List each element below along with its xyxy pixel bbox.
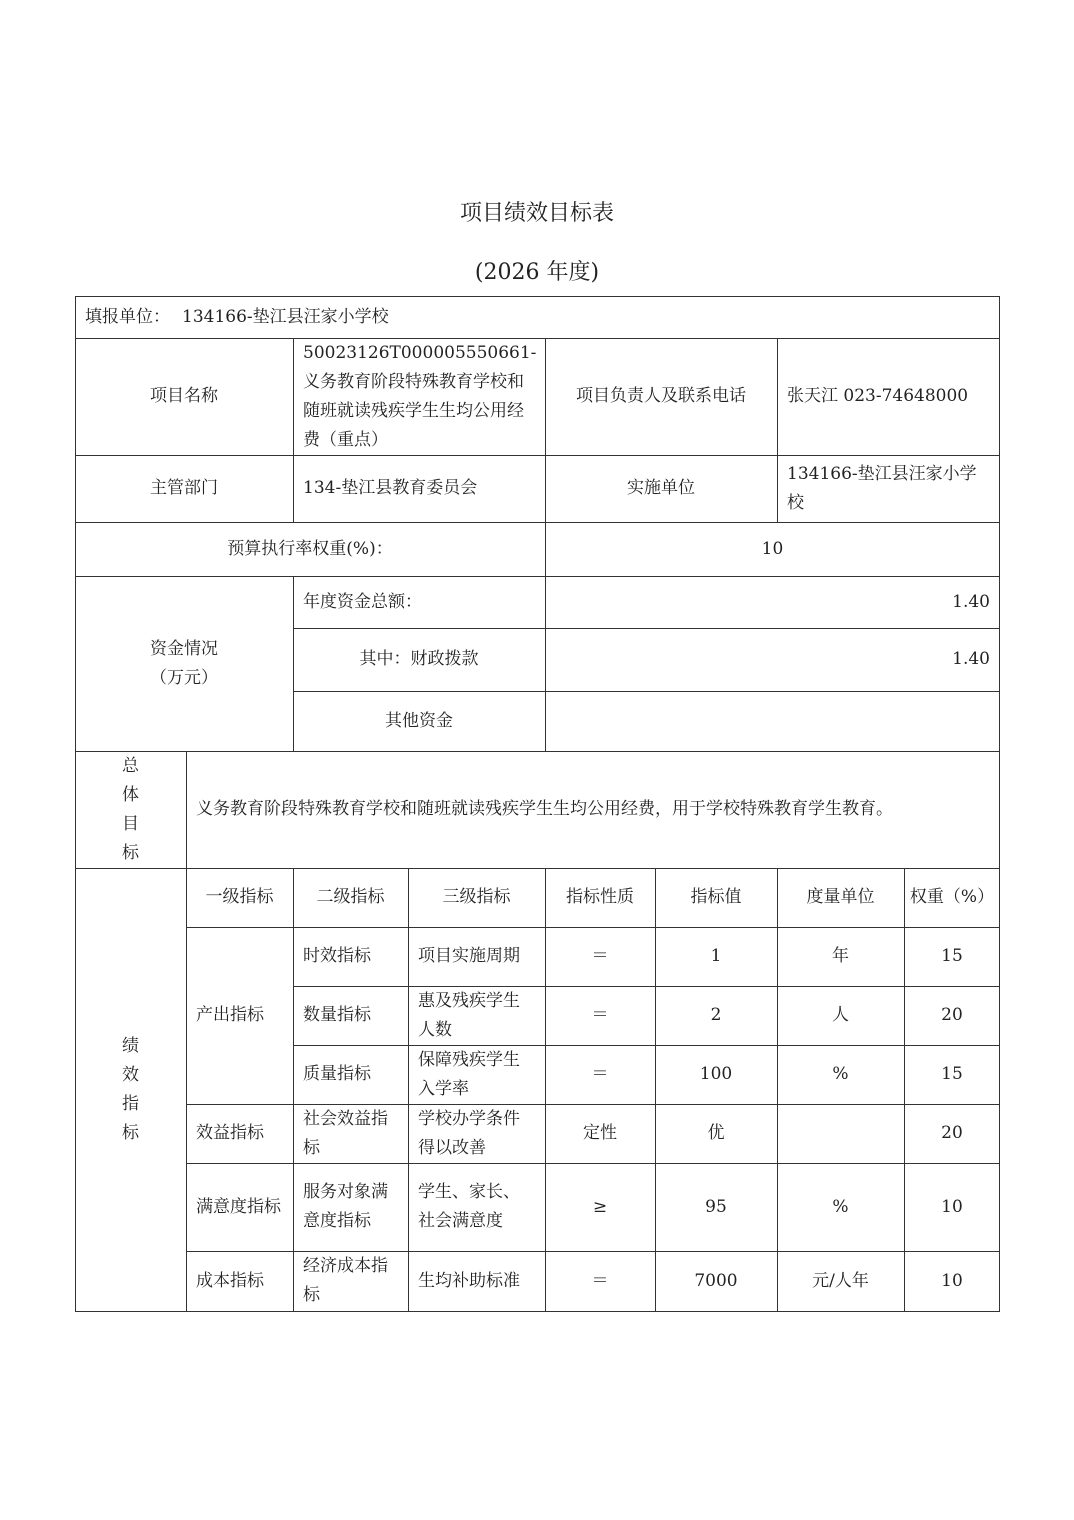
header-weight: 权重（%）	[909, 887, 995, 907]
funds-other-value	[545, 691, 1000, 751]
indicator-nature: 定性	[583, 1123, 617, 1143]
reporting-unit-value: 134166-垫江县汪家小学校	[182, 306, 389, 327]
level1-output: 产出指标	[196, 1005, 264, 1025]
indicator-level2: 数量指标	[303, 1005, 371, 1025]
level1-benefit: 效益指标	[196, 1123, 264, 1143]
budget-weight-label: 预算执行率权重(%)：	[227, 538, 393, 559]
overall-goal-label	[75, 751, 186, 868]
goal-char: 体	[122, 784, 139, 805]
indicator-value: 2	[710, 1005, 722, 1025]
reporting-unit-label: 填报单位：	[85, 306, 170, 327]
funds-other-label: 其他资金	[385, 710, 453, 731]
funds-total-value: 1.40	[952, 591, 990, 612]
indicator-unit: %	[832, 1196, 849, 1217]
indicator-weight: 10	[941, 1196, 963, 1217]
reporting-unit-row	[75, 296, 1000, 338]
indicator-value: 100	[699, 1064, 733, 1084]
indicator-weight: 15	[941, 1064, 963, 1084]
funds-label-line1: 资金情况	[150, 638, 218, 659]
project-name-label: 项目名称	[150, 386, 218, 406]
contact-label: 项目负责人及联系电话	[576, 386, 746, 406]
contact-value: 张天江 023-74648000	[787, 386, 969, 406]
indicator-level2: 社会效益指标	[303, 1108, 388, 1158]
indicator-char: 指	[122, 1093, 139, 1114]
indicator-weight: 10	[941, 1270, 963, 1291]
indicator-value: 优	[707, 1123, 725, 1143]
indicator-char: 标	[122, 1122, 139, 1143]
page-title: 项目绩效目标表	[459, 201, 614, 226]
dept-value: 134-垫江县教育委员会	[303, 478, 478, 498]
indicator-weight: 20	[941, 1123, 963, 1143]
indicator-value: 7000	[694, 1270, 738, 1291]
goal-char: 目	[122, 813, 139, 834]
header-unit: 度量单位	[806, 887, 875, 907]
funds-fiscal-value: 1.40	[952, 649, 990, 669]
header-level3: 三级指标	[442, 887, 511, 907]
project-name-value: 50023126T000005550661-义务教育阶段特殊教育学校和随班就读残疾学生生均公用经费（重点）	[303, 342, 537, 450]
indicator-value: 1	[710, 946, 722, 966]
header-level2: 二级指标	[316, 887, 385, 907]
indicator-unit: 人	[832, 1005, 849, 1025]
funds-fiscal-label: 其中：财政拨款	[359, 649, 479, 669]
header-value: 指标值	[690, 887, 742, 907]
indicator-unit	[777, 1104, 904, 1163]
indicator-nature: ＝	[591, 1005, 609, 1025]
dept-label: 主管部门	[150, 478, 218, 498]
indicator-char: 效	[122, 1064, 139, 1085]
performance-table	[75, 296, 1000, 1311]
header-level1: 一级指标	[205, 887, 274, 907]
indicator-nature: ≥	[592, 1196, 608, 1217]
indicator-nature: ＝	[591, 946, 609, 966]
funds-label-line2: （万元）	[150, 667, 218, 688]
indicator-level3: 项目实施周期	[418, 946, 520, 966]
level1-satisfaction: 满意度指标	[196, 1196, 281, 1217]
indicator-weight: 15	[941, 946, 963, 966]
funds-total-label: 年度资金总额：	[303, 591, 422, 612]
indicator-level3: 学生、家长、社会满意度	[418, 1182, 520, 1231]
goal-char: 总	[122, 755, 139, 776]
indicator-level2: 时效指标	[303, 946, 371, 966]
indicator-unit: %	[832, 1064, 849, 1084]
budget-weight-value: 10	[761, 538, 784, 559]
funds-label	[75, 576, 293, 751]
impl-label: 实施单位	[627, 478, 695, 498]
indicator-unit: 元/人年	[812, 1270, 869, 1291]
indicator-nature: ＝	[591, 1270, 609, 1291]
indicator-level3: 学校办学条件得以改善	[418, 1108, 520, 1158]
impl-value: 134166-垫江县汪家小学校	[787, 463, 977, 513]
indicator-level2: 经济成本指标	[303, 1256, 388, 1305]
level1-cost: 成本指标	[196, 1270, 264, 1291]
indicator-nature: ＝	[591, 1064, 609, 1084]
indicators-label	[75, 868, 186, 1311]
indicator-level3: 生均补助标准	[418, 1270, 520, 1291]
header-nature: 指标性质	[566, 887, 634, 907]
indicator-weight: 20	[941, 1005, 963, 1025]
indicator-level3: 保障残疾学生入学率	[418, 1049, 520, 1099]
page-subtitle: (2026 年度)	[474, 260, 600, 285]
indicator-level2: 服务对象满意度指标	[303, 1182, 388, 1231]
overall-goal-text: 义务教育阶段特殊教育学校和随班就读残疾学生生均公用经费，用于学校特殊教育学生教育。	[196, 799, 893, 819]
indicator-char: 绩	[122, 1035, 139, 1056]
indicator-level3: 惠及残疾学生人数	[418, 990, 520, 1040]
indicator-unit: 年	[832, 946, 849, 966]
indicator-value: 95	[705, 1196, 727, 1217]
goal-char: 标	[122, 842, 139, 863]
indicator-level2: 质量指标	[303, 1064, 371, 1084]
